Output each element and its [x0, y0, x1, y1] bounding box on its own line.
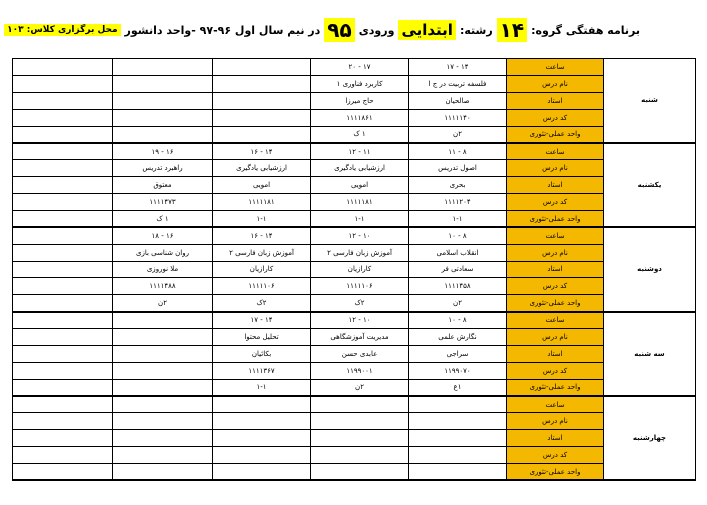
- schedule-cell: [311, 413, 409, 430]
- schedule-cell: [409, 396, 507, 413]
- schedule-cell: [311, 396, 409, 413]
- row-label: کد درس: [507, 194, 604, 211]
- schedule-cell: [113, 464, 213, 481]
- schedule-cell: ۱۱۱۱۱۴۰: [409, 109, 507, 126]
- schedule-cell: ۱۱۱۱۳۶۷: [213, 362, 311, 379]
- schedule-cell: آموزش زبان فارسی ۲: [311, 244, 409, 261]
- day-name: یکشنبه: [604, 143, 696, 227]
- schedule-row: [13, 396, 696, 413]
- schedule-cell: [113, 109, 213, 126]
- schedule-row: [13, 177, 696, 194]
- schedule-cell: [13, 59, 113, 76]
- schedule-cell: ۲ن: [409, 295, 507, 312]
- schedule-row: [13, 329, 696, 346]
- schedule-cell: ۸ - ۱۰: [409, 227, 507, 244]
- schedule-cell: ۱ع: [409, 379, 507, 396]
- row-label: ساعت: [507, 143, 604, 160]
- title-prefix: برنامه هفتگی گروه:: [531, 23, 640, 37]
- schedule-cell: [213, 464, 311, 481]
- schedule-cell: [13, 244, 113, 261]
- schedule-row: [13, 464, 696, 481]
- schedule-cell: ۱۷ - ۲۰: [311, 59, 409, 76]
- schedule-cell: ۱۱۹۹۰۷۰: [409, 362, 507, 379]
- schedule-cell: [13, 379, 113, 396]
- schedule-cell: ۱-۱: [409, 210, 507, 227]
- row-label: استاد: [507, 430, 604, 447]
- schedule-cell: [113, 59, 213, 76]
- row-label: واحد عملی-تئوری: [507, 379, 604, 396]
- schedule-cell: ۱۴ - ۱۷: [213, 312, 311, 329]
- row-label: کد درس: [507, 362, 604, 379]
- schedule-row: [13, 59, 696, 76]
- schedule-cell: [113, 126, 213, 143]
- day-name: سه شنبه: [604, 312, 696, 396]
- schedule-cell: [13, 413, 113, 430]
- schedule-cell: [213, 109, 311, 126]
- schedule-row: [13, 362, 696, 379]
- schedule-row: [13, 312, 696, 329]
- schedule-cell: [409, 447, 507, 464]
- schedule-cell: صالحیان: [409, 92, 507, 109]
- schedule-cell: [13, 109, 113, 126]
- row-label: ساعت: [507, 396, 604, 413]
- schedule-cell: فلسفه تربیت در ج ا: [409, 75, 507, 92]
- schedule-cell: ۱-۱: [311, 210, 409, 227]
- schedule-cell: [13, 447, 113, 464]
- schedule-row: [13, 126, 696, 143]
- schedule-cell: ۱۱ - ۱۲: [311, 143, 409, 160]
- schedule-cell: ۱۱۱۱۱۸۱: [311, 194, 409, 211]
- schedule-cell: ۱ ک: [113, 210, 213, 227]
- schedule-cell: [113, 447, 213, 464]
- schedule-cell: ۱۱۱۱۱۰۶: [213, 278, 311, 295]
- schedule-cell: [213, 430, 311, 447]
- row-label: واحد عملی-تئوری: [507, 464, 604, 481]
- schedule-cell: کاربرد فناوری ۱: [311, 75, 409, 92]
- schedule-cell: ملا نوروزی: [113, 261, 213, 278]
- schedule-cell: [13, 278, 113, 295]
- schedule-cell: [13, 295, 113, 312]
- schedule-cell: ۸ - ۱۰: [409, 312, 507, 329]
- group-number: ۱۴: [497, 18, 527, 42]
- schedule-cell: سعادتی فر: [409, 261, 507, 278]
- schedule-cell: [13, 261, 113, 278]
- day-name: چهارشنبه: [604, 396, 696, 480]
- schedule-cell: [13, 362, 113, 379]
- schedule-cell: [13, 345, 113, 362]
- schedule-cell: ۱۱۹۹۰۰۱: [311, 362, 409, 379]
- schedule-cell: ۱-۱: [213, 210, 311, 227]
- schedule-cell: [409, 430, 507, 447]
- schedule-row: [13, 278, 696, 295]
- row-label: نام درس: [507, 75, 604, 92]
- row-label: نام درس: [507, 160, 604, 177]
- schedule-cell: [113, 430, 213, 447]
- entry-value: ۹۵: [324, 18, 354, 42]
- schedule-cell: ۱۴ - ۱۶: [213, 143, 311, 160]
- row-label: استاد: [507, 345, 604, 362]
- field-label: رشته:: [459, 23, 493, 37]
- schedule-cell: روان شناسی بازی: [113, 244, 213, 261]
- schedule-cell: ۱۱۱۱۴۸۸: [113, 278, 213, 295]
- schedule-row: [13, 413, 696, 430]
- schedule-cell: [213, 396, 311, 413]
- schedule-cell: کارازیان: [311, 261, 409, 278]
- row-label: کد درس: [507, 278, 604, 295]
- schedule-cell: [113, 396, 213, 413]
- row-label: ساعت: [507, 59, 604, 76]
- schedule-cell: [13, 329, 113, 346]
- schedule-cell: [113, 92, 213, 109]
- row-label: ساعت: [507, 312, 604, 329]
- schedule-cell: سراجی: [409, 345, 507, 362]
- schedule-cell: ۱۱۱۱۱۰۶: [311, 278, 409, 295]
- day-name: شنبه: [604, 59, 696, 143]
- schedule-cell: انقلاب اسلامی: [409, 244, 507, 261]
- schedule-row: [13, 210, 696, 227]
- row-label: واحد عملی-تئوری: [507, 295, 604, 312]
- schedule-row: [13, 379, 696, 396]
- schedule-cell: ۱۴ - ۱۶: [213, 227, 311, 244]
- schedule-cell: ۱۰ - ۱۲: [311, 312, 409, 329]
- schedule-cell: [13, 160, 113, 177]
- schedule-row: [13, 261, 696, 278]
- schedule-cell: [213, 59, 311, 76]
- row-label: واحد عملی-تئوری: [507, 210, 604, 227]
- schedule-cell: تحلیل محتوا: [213, 329, 311, 346]
- row-label: کد درس: [507, 447, 604, 464]
- schedule-cell: ۱۱۱۱۱۸۱: [213, 194, 311, 211]
- row-label: نام درس: [507, 413, 604, 430]
- schedule-cell: [113, 379, 213, 396]
- schedule-cell: [113, 75, 213, 92]
- schedule-cell: [13, 312, 113, 329]
- schedule-row: [13, 109, 696, 126]
- schedule-cell: امویی: [213, 177, 311, 194]
- class-location: محل برگزاری کلاس: ۱۰۳: [4, 24, 120, 36]
- schedule-cell: [311, 447, 409, 464]
- schedule-cell: معتوق: [113, 177, 213, 194]
- schedule-cell: ۱۱۱۱۲۰۴: [409, 194, 507, 211]
- entry-label: ورودی: [358, 23, 395, 37]
- schedule-cell: [113, 312, 213, 329]
- schedule-cell: [13, 227, 113, 244]
- day-name: دوشنبه: [604, 227, 696, 311]
- schedule-cell: [13, 126, 113, 143]
- schedule-cell: ۱۰ - ۱۲: [311, 227, 409, 244]
- schedule-cell: ۱۱۱۱۴۷۳: [113, 194, 213, 211]
- semester-text: در نیم سال اول ۹۶-۹۷ -واحد دانشور: [124, 23, 321, 37]
- schedule-cell: [311, 464, 409, 481]
- schedule-cell: [213, 92, 311, 109]
- schedule-cell: [113, 413, 213, 430]
- schedule-cell: [311, 430, 409, 447]
- schedule-row: [13, 75, 696, 92]
- row-label: استاد: [507, 261, 604, 278]
- field-value: ابتدایی: [398, 20, 456, 40]
- schedule-cell: ۱۴ - ۱۷: [409, 59, 507, 76]
- schedule-cell: امویی: [311, 177, 409, 194]
- schedule-cell: عابدی حسن: [311, 345, 409, 362]
- schedule-cell: بکائیان: [213, 345, 311, 362]
- schedule-cell: مدیریت آموزشگاهی: [311, 329, 409, 346]
- schedule-cell: ۱-۱: [213, 379, 311, 396]
- schedule-row: [13, 447, 696, 464]
- schedule-cell: [409, 464, 507, 481]
- schedule-cell: [213, 413, 311, 430]
- schedule-cell: ۲ک: [213, 295, 311, 312]
- row-label: نام درس: [507, 329, 604, 346]
- schedule-cell: [213, 75, 311, 92]
- schedule-cell: [13, 194, 113, 211]
- row-label: کد درس: [507, 109, 604, 126]
- schedule-cell: [13, 396, 113, 413]
- schedule-row: [13, 194, 696, 211]
- schedule-cell: [13, 92, 113, 109]
- schedule-cell: ارزشیابی یادگیری: [213, 160, 311, 177]
- schedule-cell: ۲ن: [113, 295, 213, 312]
- schedule-cell: ۲ن: [311, 379, 409, 396]
- schedule-cell: ۱ ک: [311, 126, 409, 143]
- schedule-cell: ۱۱۱۱۸۶۱: [311, 109, 409, 126]
- schedule-cell: [13, 75, 113, 92]
- row-label: واحد عملی-تئوری: [507, 126, 604, 143]
- schedule-cell: نگارش علمی: [409, 329, 507, 346]
- schedule-row: [13, 143, 696, 160]
- schedule-cell: حاج میرزا: [311, 92, 409, 109]
- row-label: ساعت: [507, 227, 604, 244]
- schedule-cell: [13, 464, 113, 481]
- schedule-row: [13, 345, 696, 362]
- schedule-cell: [113, 362, 213, 379]
- schedule-cell: ۱۶ - ۱۹: [113, 143, 213, 160]
- schedule-cell: ۱۱۱۱۴۵۸: [409, 278, 507, 295]
- schedule-cell: [213, 126, 311, 143]
- schedule-row: [13, 227, 696, 244]
- schedule-row: [13, 92, 696, 109]
- schedule-cell: کارازیان: [213, 261, 311, 278]
- schedule-cell: [113, 345, 213, 362]
- schedule-cell: [113, 329, 213, 346]
- schedule-cell: آموزش زبان فارسی ۲: [213, 244, 311, 261]
- schedule-row: [13, 295, 696, 312]
- schedule-cell: اصول تدریس: [409, 160, 507, 177]
- schedule-row: [13, 160, 696, 177]
- schedule-row: [13, 430, 696, 447]
- schedule-header: [7, 12, 640, 48]
- schedule-cell: [213, 447, 311, 464]
- schedule-cell: ۸ - ۱۱: [409, 143, 507, 160]
- schedule-cell: [13, 143, 113, 160]
- schedule-cell: ارزشیابی یادگیری: [311, 160, 409, 177]
- row-label: استاد: [507, 177, 604, 194]
- schedule-cell: [13, 210, 113, 227]
- row-label: نام درس: [507, 244, 604, 261]
- row-label: استاد: [507, 92, 604, 109]
- schedule-cell: ۲ک: [311, 295, 409, 312]
- schedule-cell: [13, 177, 113, 194]
- weekly-schedule-table: [12, 58, 696, 481]
- schedule-cell: ۱۶ - ۱۸: [113, 227, 213, 244]
- schedule-row: [13, 244, 696, 261]
- schedule-cell: [409, 413, 507, 430]
- schedule-cell: [13, 430, 113, 447]
- schedule-cell: بحری: [409, 177, 507, 194]
- schedule-cell: ۲ن: [409, 126, 507, 143]
- schedule-cell: راهبرد تدریس: [113, 160, 213, 177]
